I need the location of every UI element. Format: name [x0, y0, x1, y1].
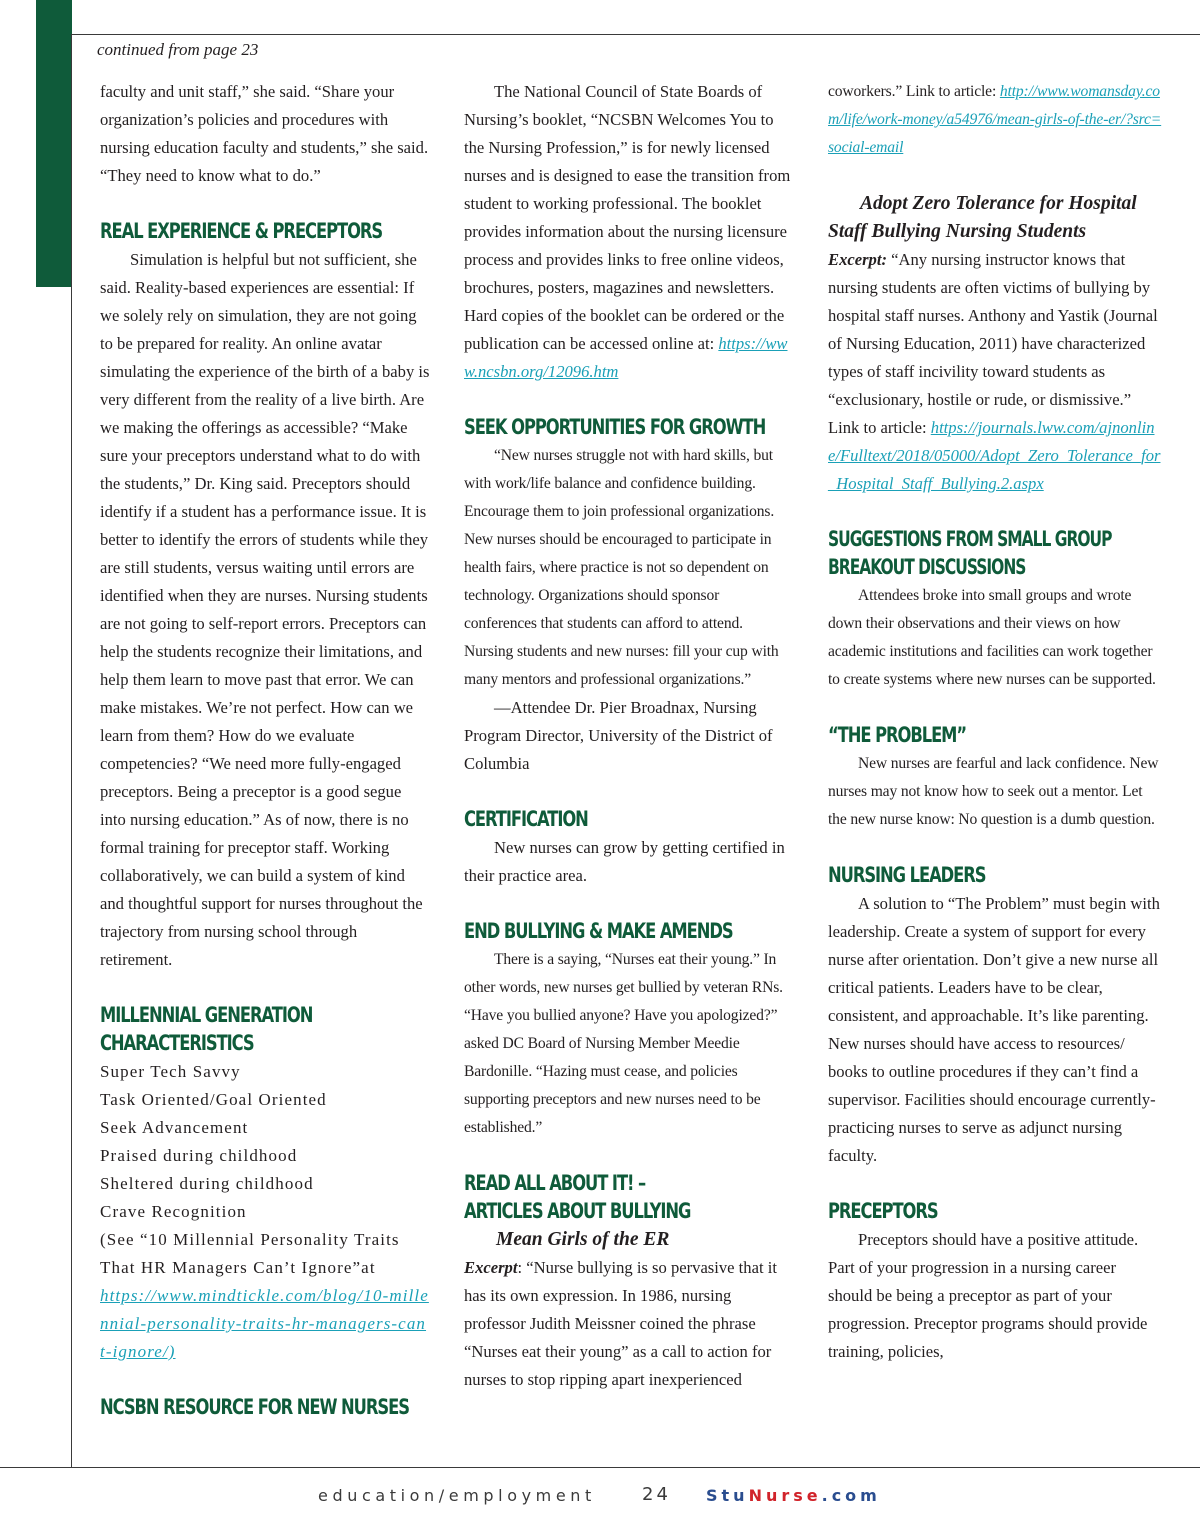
brand-logo [706, 1486, 881, 1505]
ncsbn-link[interactable]: https://www.ncsbn.org/12096.htm [464, 334, 788, 381]
mean-girls-text: : “Nurse bullying is so pervasive that it has its own expression. In 1986, nursing professor Judith Meissner coined the phrase “Nurses eat their young” as a call to action for nurses to stop ripping apart inexperienced [464, 1258, 777, 1389]
heading-millennial-2: CHARACTERISTICS [100, 1031, 254, 1056]
subhead-zero-tolerance-1: Adopt Zero Tolerance for Hospital [860, 193, 1137, 214]
mean-girls-paragraph [464, 1254, 794, 1394]
left-rule [71, 34, 72, 1468]
heading-read-all-1: READ ALL ABOUT IT! – [464, 1171, 646, 1196]
real-experience-paragraph: Simulation is helpful but not sufficient, she said. Reality-based experiences are essential: If we solely rely on simulation, they are not going to be prepared for reality. An online avatar simulating the experience of the birth of a baby is very different from the reality of a live birth. Are we making the offerings as accessible? “Make sure your preceptors understand what to do with the students,” Dr. King said. Preceptors should identify if a student has a performance issue. It is better to identify the errors of students while they are still students, versus waiting until errors are identified when they are nurses. Nursing students are not going to self-report errors. Preceptors can help the students recognize their limitations, and help them learn to move past that error. We can make mistakes. We’re not perfect. How can we learn from them? How do we evaluate competencies? “We need more fully-engaged preceptors. Being a preceptor is a good segue into nursing education.” As of now, there is no formal training for preceptor staff. Working collaboratively, we can build a system of kind and thoughtful support for nurses throughout the trajectory from nursing school through retirement. [100, 250, 430, 969]
bullying-paragraph: There is a saying, “Nurses eat their young.” In other words, new nurses get bullied by veteran RNs. “Have you bullied anyone? Have you apologized?” asked DC Board of Nursing Member Meedie Bardonille. “Hazing must cease, and policies supporting preceptors and new nurses need to be established.” [464, 951, 783, 1136]
top-rule [72, 34, 1200, 35]
continued-paragraph [828, 78, 1163, 162]
excerpt-label: Excerpt [464, 1258, 518, 1277]
list-item: Task Oriented/Goal Oriented [100, 1090, 327, 1109]
mindtickle-link[interactable]: https://www.mindtickle.com/blog/10-millennial-personality-traits-hr-managers-cant-ignore/) [100, 1286, 429, 1361]
ncsbn-paragraph [464, 78, 794, 386]
brand-part-nurse: Nurse [748, 1486, 822, 1505]
column-1 [100, 78, 430, 1422]
green-accent-bar [36, 0, 72, 287]
intro-paragraph: faculty and unit staff,” she said. “Share your organization’s policies and procedures with nursing education faculty and students,” she said. “They need to know what to do.” [100, 82, 429, 185]
seek-attribution: —Attendee Dr. Pier Broadnax, Nursing Program Director, University of the District of Columbia [464, 698, 773, 773]
suggestions-paragraph: Attendees broke into small groups and wrote down their observations and their views on how academic institutions and facilities can work together to create systems where new nurses can be supported. [828, 587, 1156, 688]
list-item: Sheltered during childhood [100, 1174, 314, 1193]
heading-seek-opportunities: SEEK OPPORTUNITIES FOR GROWTH [464, 415, 766, 440]
heading-ncsbn-resource: NCSBN RESOURCE FOR NEW NURSES [100, 1395, 409, 1420]
list-item: Crave Recognition [100, 1202, 247, 1221]
footer-section: education/employment [318, 1486, 596, 1505]
column-2 [464, 78, 794, 1394]
lww-link[interactable]: https://journals.lww.com/ajnonline/Fulltext/2018/05000/Adopt_Zero_Tolerance_for_Hospital_Staff_Bullying.2.aspx [828, 418, 1161, 493]
heading-suggestions-1: SUGGESTIONS FROM SMALL GROUP [828, 527, 1112, 552]
bottom-rule [0, 1467, 1200, 1468]
brand-part-com: .com [821, 1486, 881, 1505]
heading-read-all-2: ARTICLES ABOUT BULLYING [464, 1199, 691, 1224]
brand-part-stu: Stu [706, 1486, 749, 1505]
excerpt-label: Excerpt: [828, 250, 887, 269]
heading-certification: CERTIFICATION [464, 807, 588, 832]
certification-paragraph: New nurses can grow by getting certified in their practice area. [464, 838, 785, 885]
heading-real-experience: REAL EXPERIENCE & PRECEPTORS [100, 219, 383, 244]
subhead-zero-tolerance-2: Staff Bullying Nursing Students [828, 221, 1087, 242]
zero-tolerance-text: “Any nursing instructor knows that nursing students are often victims of bullying by hospital staff nurses. Anthony and Yastik (Journal of Nursing Education, 2011) have characterized types of staff incivility toward students as “exclusionary, hostile or rude, or dismissive.” Link to article: [828, 250, 1158, 437]
column-3 [828, 78, 1163, 1366]
womansday-link[interactable]: http://www.womansday.com/life/work-money/a54976/mean-girls-of-the-er/?src=social-email [828, 83, 1162, 156]
preceptors-paragraph: Preceptors should have a positive attitude. Part of your progression in a nursing career should be being a preceptor as part of your progression. Preceptor programs should provide training, policies, [828, 1230, 1148, 1361]
ncsbn-text: The National Council of State Boards of Nursing’s booklet, “NCSBN Welcomes You to the Nursing Profession,” is for newly licensed nurses and is designed to ease the transition from student to working professional. The booklet provides information about the nursing licensure process and provides links to free online videos, brochures, posters, magazines and newsletters. Hard copies of the booklet can be ordered or the publication can be accessed online at: [464, 82, 791, 353]
seek-paragraph: “New nurses struggle not with hard skills, but with work/life balance and confidence building. Encourage them to join professional organizations. New nurses should be encouraged to participate in health fairs, where practice is not so dependent on technology. Organizations should sponsor conferences that students can afford to attend. Nursing students and new nurses: fill your cup with many mentors and professional organizations.” [464, 447, 779, 688]
heading-nursing-leaders: NURSING LEADERS [828, 863, 986, 888]
list-item: Seek Advancement [100, 1118, 249, 1137]
millennial-list [100, 1058, 430, 1366]
leaders-paragraph: A solution to “The Problem” must begin with leadership. Create a system of support for every nurse after orientation. Don’t give a new nurse all critical patients. Leaders have to be clear, consistent, and approachable. It’s like parenting. New nurses should have access to resources/ books to outline procedures if they can’t find a supervisor. Facilities should encourage currently-practicing nurses to serve as adjunct nursing faculty. [828, 894, 1160, 1165]
subhead-mean-girls: Mean Girls of the ER [496, 1229, 670, 1250]
heading-millennial-1: MILLENNIAL GENERATION [100, 1003, 313, 1028]
millennial-see-note: (See “10 Millennial Personality Traits That HR Managers Can’t Ignore”at [100, 1230, 400, 1277]
heading-end-bullying: END BULLYING & MAKE AMENDS [464, 919, 733, 944]
heading-suggestions-2: BREAKOUT DISCUSSIONS [828, 555, 1026, 580]
list-item: Praised during childhood [100, 1146, 298, 1165]
heading-the-problem: “THE PROBLEM” [828, 723, 967, 748]
continued-text: coworkers.” Link to article: [828, 83, 1000, 100]
page-number: 24 [642, 1484, 671, 1505]
list-item: Super Tech Savvy [100, 1062, 241, 1081]
heading-preceptors: PRECEPTORS [828, 1199, 938, 1224]
problem-paragraph: New nurses are fearful and lack confidence. New nurses may not know how to seek out a mentor. Let the new nurse know: No question is a dumb question. [828, 755, 1159, 828]
zero-tolerance-paragraph [828, 246, 1163, 498]
continued-note: continued from page 23 [97, 40, 259, 59]
